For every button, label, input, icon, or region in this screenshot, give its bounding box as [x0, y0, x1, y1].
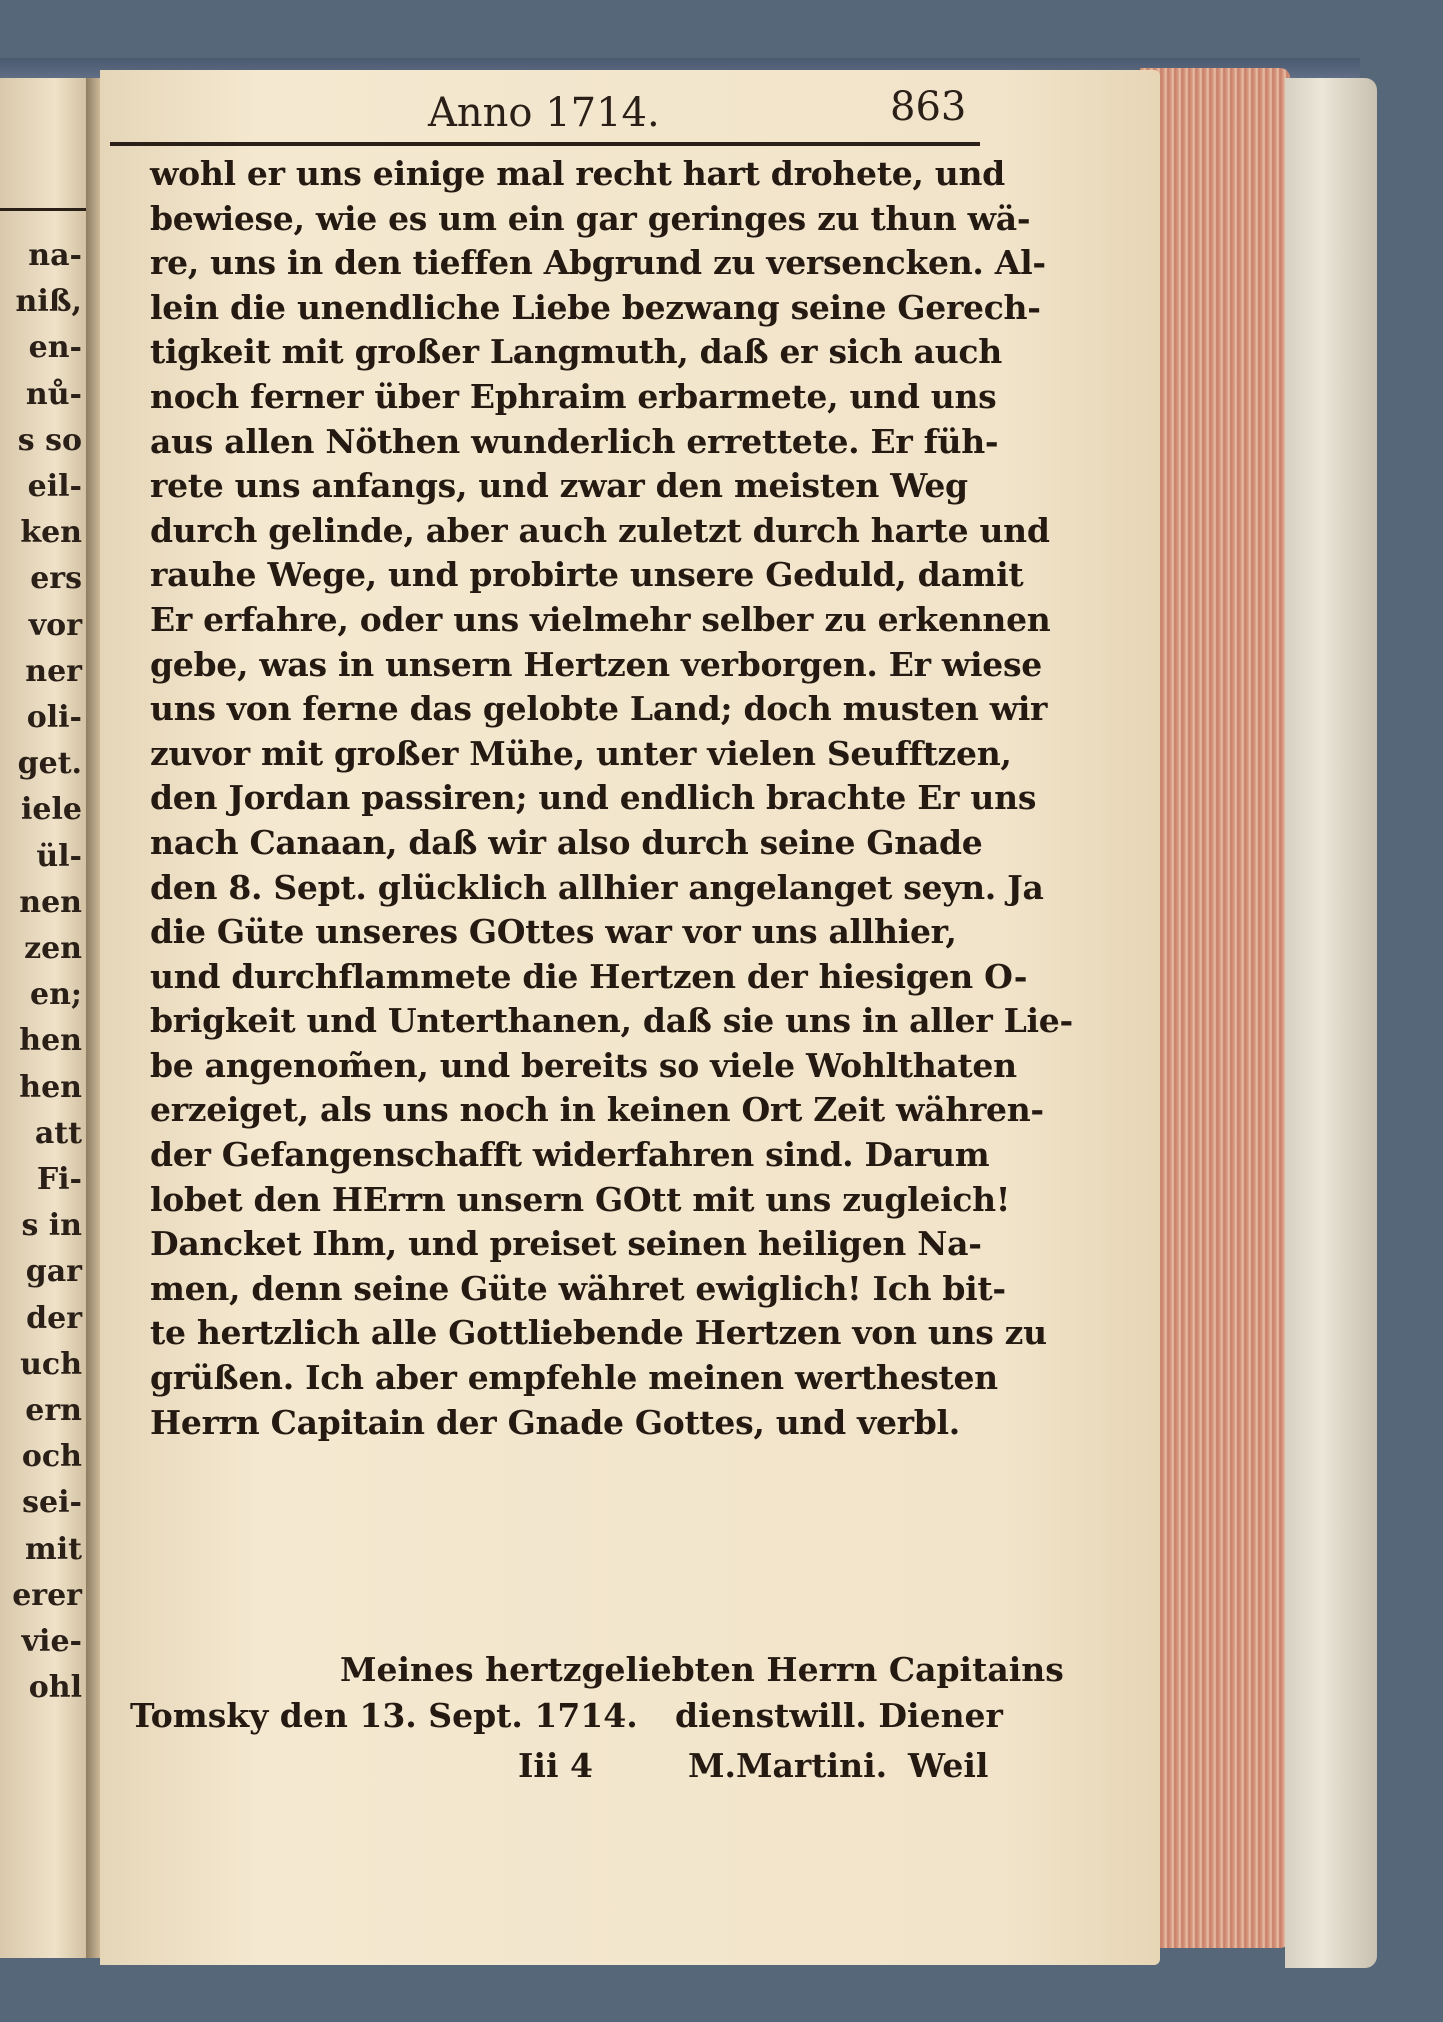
- left-page-fragment: s in: [21, 1208, 82, 1244]
- running-title: Anno 1714.: [428, 90, 660, 136]
- text-line: den 8. Sept. glücklich allhier angelanget seyn. Ja: [150, 867, 1044, 907]
- left-page-fragment: oli-: [26, 700, 82, 735]
- text-line: Herrn Capitain der Gnade Gottes, und verbl.: [150, 1402, 960, 1442]
- text-line: der Gefangenschafft widerfahren sind. Darum: [150, 1135, 990, 1175]
- header-rule: [110, 142, 980, 146]
- left-page-fragment: zen: [24, 931, 82, 966]
- text-line: lobet den HErrn unsern GOtt mit uns zugleich!: [150, 1179, 1011, 1219]
- closing-salutation: Meines hertzgeliebten Herrn Capitains: [340, 1650, 1064, 1689]
- author-name: M.Martini.: [688, 1746, 888, 1785]
- left-page-fragment: uch: [20, 1346, 82, 1382]
- text-line: nach Canaan, daß wir also durch seine Gnade: [150, 822, 983, 862]
- text-line: Dancket Ihm, und preiset seinen heiligen Na-: [150, 1224, 982, 1264]
- text-line: grüßen. Ich aber empfehle meinen werthesten: [150, 1358, 998, 1398]
- page-number: 863: [890, 84, 967, 130]
- text-line: und durchflammete die Hertzen der hiesigen O-: [150, 956, 1028, 996]
- left-page-fragment: ern: [25, 1393, 82, 1428]
- text-line: brigkeit und Unterthanen, daß sie uns in aller Lie-: [150, 1001, 1073, 1041]
- left-page-fragment: att: [34, 1115, 82, 1151]
- left-page-fragment: niß,: [15, 284, 82, 320]
- left-page-fragment: en;: [30, 977, 82, 1013]
- left-page-fragment: ers: [30, 561, 82, 597]
- text-line: erzeiget, als uns noch in keinen Ort Zeit währen-: [150, 1090, 1044, 1130]
- text-line: be angenom̃en, und bereits so viele Wohlthaten: [150, 1045, 1017, 1085]
- text-line: die Güte unseres GOttes war vor uns allhier,: [150, 912, 957, 952]
- servant-line: dienstwill. Diener: [675, 1696, 1003, 1735]
- text-line: lein die unendliche Liebe bezwang seine Gerech-: [150, 287, 1041, 327]
- text-line: noch ferner über Ephraim erbarmete, und uns: [150, 376, 997, 416]
- left-page-fragment: na-: [28, 238, 82, 273]
- text-line: Er erfahre, oder uns vielmehr selber zu erkennen: [150, 599, 1051, 639]
- text-line: te hertzlich alle Gottliebende Hertzen von uns zu: [150, 1313, 1047, 1353]
- left-page-fragment: en-: [28, 330, 82, 366]
- left-page-fragment: eil-: [27, 469, 82, 504]
- text-line: zuvor mit großer Mühe, unter vielen Seufftzen,: [150, 733, 1012, 773]
- left-page-fragment: sei-: [22, 1485, 82, 1521]
- signature-mark: Iii 4: [518, 1746, 593, 1785]
- left-page-fragment: vor: [28, 607, 82, 643]
- text-line: wohl er uns einige mal recht hart drohete, und: [150, 154, 1005, 193]
- left-page-fragment: s so: [17, 422, 82, 458]
- left-page-fragment: vie-: [21, 1624, 82, 1659]
- left-page-fragment: nen: [19, 884, 82, 920]
- left-page-rule: [0, 208, 92, 211]
- left-page-fragment: der: [26, 1300, 82, 1336]
- left-page-fragment: hen: [19, 1023, 82, 1059]
- text-line: uns von ferne das gelobte Land; doch musten wir: [150, 689, 1048, 729]
- left-page-fragment: mit: [25, 1531, 82, 1567]
- page-header: [110, 80, 980, 160]
- text-line: den Jordan passiren; und endlich brachte Er uns: [150, 778, 1037, 818]
- place-date: Tomsky den 13. Sept. 1714.: [130, 1696, 638, 1735]
- left-page-fragment: hen: [19, 1069, 82, 1105]
- left-page-fragment: ner: [25, 653, 82, 689]
- text-line: men, denn seine Güte währet ewiglich! Ich bit-: [150, 1268, 1006, 1308]
- text-line: rauhe Wege, und probirte unsere Geduld, damit: [150, 555, 1024, 595]
- left-page-fragment: iele: [21, 792, 82, 828]
- left-page-fragment: ken: [20, 515, 82, 551]
- catchword: Weil: [908, 1746, 989, 1785]
- left-page-fragment: gar: [25, 1254, 82, 1290]
- text-line: bewiese, wie es um ein gar geringes zu thun wä-: [150, 198, 1031, 238]
- left-page-fragment: nů-: [25, 376, 82, 412]
- left-page-fragment: Fi-: [36, 1162, 82, 1197]
- page-edges: [1140, 68, 1290, 1948]
- book-cover-right: [1285, 78, 1377, 1968]
- text-line: rete uns anfangs, und zwar den meisten Weg: [150, 466, 968, 506]
- left-page-fragment: get.: [17, 746, 82, 782]
- left-page-fragment: erer: [12, 1577, 82, 1613]
- body-text: [150, 152, 1073, 1445]
- left-page: [0, 78, 92, 1958]
- text-line: gebe, was in unsern Hertzen verborgen. Er wiese: [150, 644, 1042, 684]
- left-page-fragment: ül-: [36, 838, 82, 874]
- text-line: durch gelinde, aber auch zuletzt durch harte und: [150, 510, 1050, 550]
- left-page-fragment: ohl: [28, 1670, 82, 1706]
- text-line: aus allen Nöthen wunderlich errettete. Er füh-: [150, 421, 999, 461]
- left-page-fragment: och: [21, 1439, 82, 1475]
- text-line: tigkeit mit großer Langmuth, daß er sich auch: [150, 332, 1002, 372]
- text-line: re, uns in den tieffen Abgrund zu versencken. Al-: [150, 243, 1046, 283]
